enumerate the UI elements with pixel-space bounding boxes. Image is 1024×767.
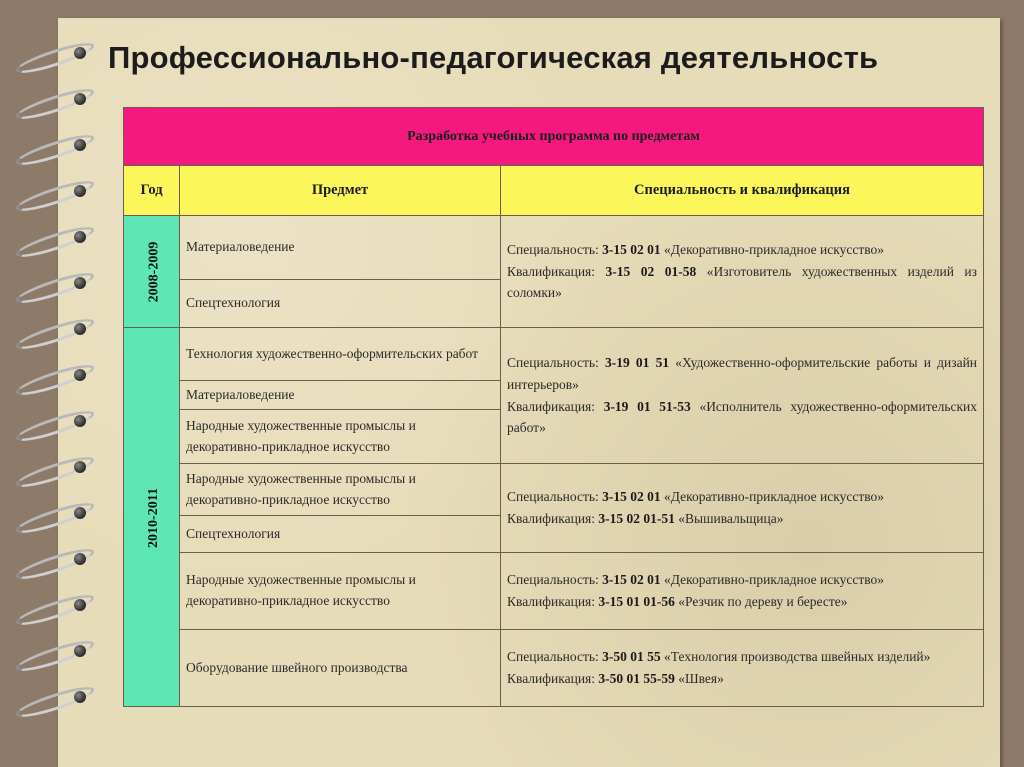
qual-code: 3-50 01 55-59: [598, 671, 675, 686]
qual-code: 3-15 02 01-58: [605, 263, 697, 279]
specialty-cell: [501, 553, 984, 630]
spec-code: 3-15 02 01: [602, 489, 661, 505]
page-title: Профессионально-педагогическая деятельность: [108, 40, 879, 75]
subject-cell: Народные художественные промыслы и декоративно-прикладное искусство: [180, 464, 501, 516]
column-header-subject: Предмет: [180, 166, 501, 216]
table-header: Разработка учебных программа по предметам: [124, 108, 984, 166]
subject-cell: Спецтехнология: [180, 280, 501, 328]
qual-label: Квалификация:: [507, 671, 596, 686]
year-cell: [124, 328, 180, 707]
spec-name: «Декоративно-прикладное искусство»: [664, 572, 885, 588]
qual-name: «Изготовитель художественных изделий из соломки»: [507, 263, 977, 301]
spec-label: Специальность:: [507, 489, 599, 505]
specialty-cell: [501, 216, 984, 328]
column-header-year: Год: [124, 166, 180, 216]
spec-name: «Декоративно-прикладное искусство»: [664, 489, 885, 505]
subject-cell: Материаловедение: [180, 216, 501, 280]
spec-name: «Художественно-оформительские работы и дизайн интерьеров»: [507, 355, 978, 392]
programs-table: [123, 107, 984, 707]
qual-code: 3-19 01 51-53: [603, 398, 691, 414]
spec-name: «Технология производства швейных изделий»: [664, 649, 931, 665]
subject-cell: Оборудование швейного производства: [180, 630, 501, 707]
qual-label: Квалификация:: [507, 263, 596, 279]
qual-name: «Исполнитель художественно-оформительских работ»: [507, 398, 978, 436]
qual-label: Квалификация:: [507, 594, 596, 609]
spec-label: Специальность:: [507, 572, 599, 588]
year-cell: [124, 216, 180, 328]
qual-code: 3-15 01 01-56: [598, 594, 675, 609]
column-header-specialty: Специальность и квалификация: [501, 166, 984, 216]
subject-cell: Народные художественные промыслы и декоративно-прикладное искусство: [180, 410, 501, 464]
spec-label: Специальность:: [507, 649, 599, 665]
qual-name: «Вышивальщица»: [678, 511, 784, 526]
qual-label: Квалификация:: [507, 398, 596, 414]
specialty-cell: [501, 630, 984, 707]
subject-cell: Технология художественно-оформительских работ: [180, 328, 501, 381]
spec-label: Специальность:: [507, 355, 599, 371]
spec-code: 3-15 02 01: [602, 242, 661, 258]
subject-cell: Материаловедение: [180, 381, 501, 410]
qual-name: «Резчик по дереву и бересте»: [678, 594, 848, 609]
spec-code: 3-15 02 01: [602, 572, 661, 588]
subject-cell: Спецтехнология: [180, 516, 501, 553]
year-label: 2010-2011: [145, 487, 161, 548]
spec-code: 3-50 01 55: [602, 649, 661, 665]
qual-label: Квалификация:: [507, 511, 596, 526]
specialty-cell: [501, 464, 984, 553]
specialty-cell: [501, 328, 984, 464]
subject-cell: Народные художественные промыслы и декоративно-прикладное искусство: [180, 553, 501, 630]
spec-name: «Декоративно-прикладное искусство»: [664, 242, 885, 258]
year-label: 2008-2009: [146, 241, 162, 303]
qual-name: «Швея»: [678, 671, 724, 686]
spiral-binding: [0, 0, 110, 767]
spec-label: Специальность:: [507, 242, 599, 258]
spec-code: 3-19 01 51: [604, 355, 670, 371]
qual-code: 3-15 02 01-51: [598, 511, 675, 526]
